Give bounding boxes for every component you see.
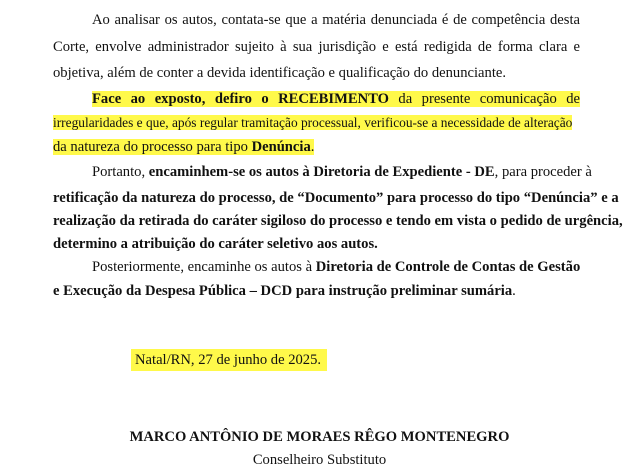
forward-to-de-text: encaminhem-se os autos à Diretoria de Expediente - DE xyxy=(148,164,495,180)
paragraph-3-line-4 xyxy=(53,235,378,253)
paragraph-3-text-4: determino a atribuição do caráter seletivo aos autos. xyxy=(53,236,378,252)
signer-role: Conselheiro Substituto xyxy=(252,452,387,468)
paragraph-4-period: . xyxy=(512,283,516,299)
denuncia-type-text: Denúncia xyxy=(251,139,311,155)
paragraph-3-text-1a: Portanto, xyxy=(92,164,149,180)
paragraph-1-line-2 xyxy=(53,38,580,56)
paragraph-3-text-2: retificação da natureza do processo, de “Documento” para processo do tipo “Denúncia” e a xyxy=(53,190,619,206)
paragraph-1-line-3 xyxy=(53,64,506,82)
paragraph-1-text-1: Ao analisar os autos, contata-se que a matéria denunciada é de competência desta xyxy=(92,12,580,28)
paragraph-1-text-2: Corte, envolve administrador sujeito à sua jurisdição e está redigida de forma clara e xyxy=(53,39,580,55)
paragraph-2-line-2 xyxy=(53,114,572,132)
paragraph-2-line-1 xyxy=(92,90,580,108)
date-line xyxy=(131,351,327,369)
paragraph-4-text-1a: Posteriormente, encaminhe os autos à xyxy=(92,259,316,275)
paragraph-3-text-1c: , para proceder à xyxy=(494,164,592,180)
paragraph-1-text-3: objetiva, além de conter a devida identificação e qualificação do denunciante. xyxy=(53,65,506,81)
paragraph-1-line-1 xyxy=(92,11,580,29)
paragraph-2-text-2: irregularidades e que, após regular tramitação processual, verificou-se a necessidade de alteração xyxy=(53,115,573,130)
paragraph-4-line-2 xyxy=(53,282,516,300)
paragraph-4-line-1 xyxy=(92,258,580,276)
paragraph-2-text-3: da natureza do processo para tipo xyxy=(53,139,252,155)
paragraph-3-line-2 xyxy=(53,189,619,207)
dcd-directorate-text: Diretoria de Controle de Contas de Gestão xyxy=(315,259,581,275)
paragraph-3-line-3 xyxy=(53,212,623,230)
date-text: Natal/RN, 27 de junho de 2025. xyxy=(131,349,327,371)
paragraph-4-text-2: e Execução da Despesa Pública – DCD para instrução preliminar sumária xyxy=(53,283,513,299)
receipt-decision-text: Face ao exposto, defiro o RECEBIMENTO xyxy=(92,91,389,107)
paragraph-2-line-3 xyxy=(53,138,314,156)
paragraph-2-period: . xyxy=(310,139,315,155)
signer-name: MARCO ANTÔNIO DE MORAES RÊGO MONTENEGRO xyxy=(129,429,510,445)
paragraph-2-text-1: da presente comunicação de xyxy=(388,91,580,107)
paragraph-3-line-1 xyxy=(92,163,592,181)
paragraph-3-text-3: realização da retirada do caráter sigiloso do processo e tendo em vista o pedido de urgência, xyxy=(53,213,623,229)
